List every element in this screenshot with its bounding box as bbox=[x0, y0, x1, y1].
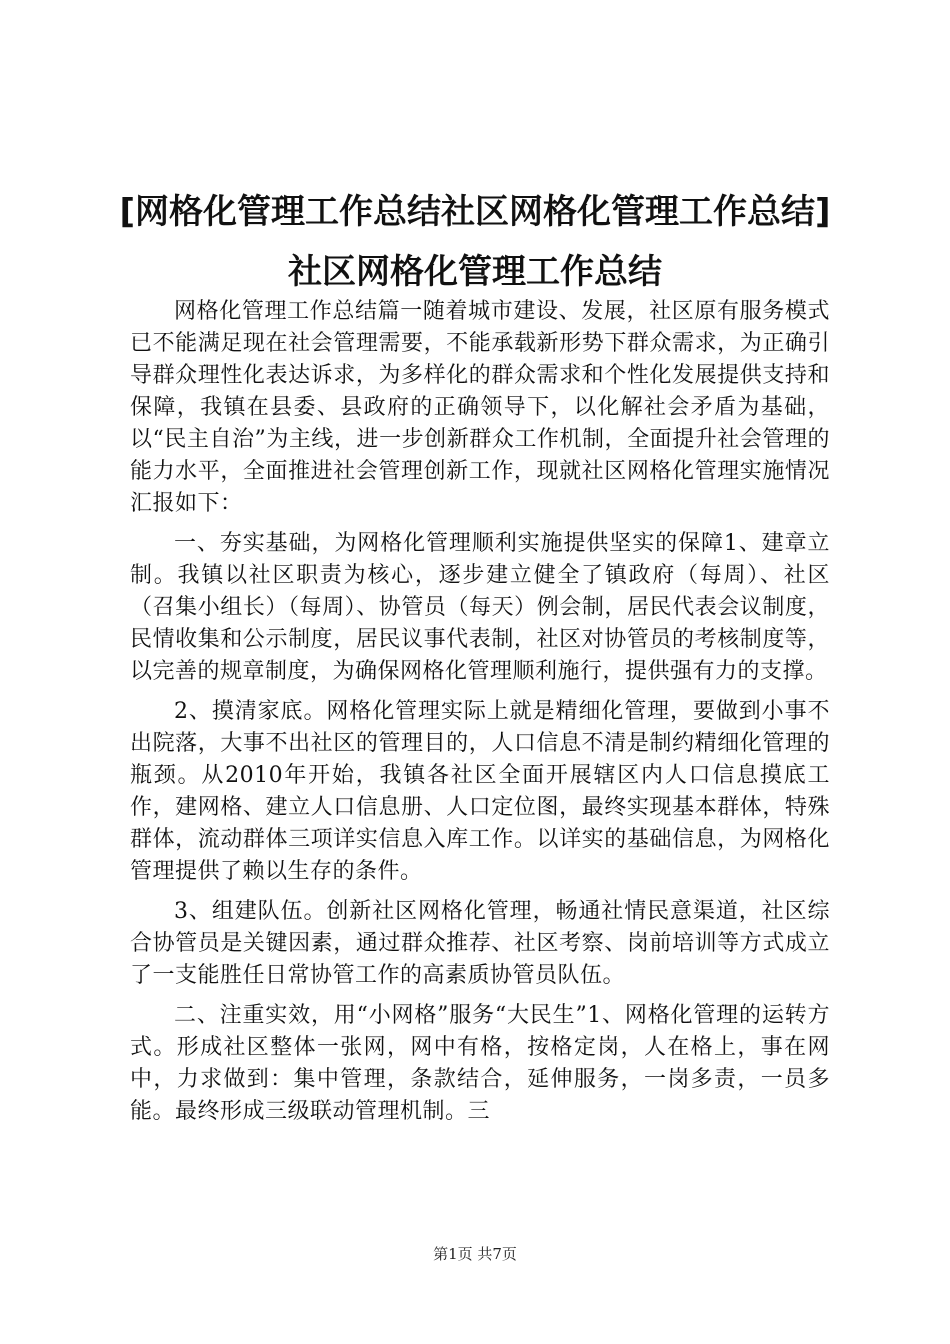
paragraph-section-two: 二、注重实效，用“小网格”服务“大民生”1、网格化管理的运转方式。形成社区整体一张网，网中有格，按格定岗，人在格上，事在网中，力求做到：集中管理，条款结合，延伸服务，一岗多责，一员多能。最终形成三级联动管理机制。三 bbox=[130, 1003, 830, 1124]
page-footer: 第1页 共7页 bbox=[433, 1245, 517, 1263]
paragraph-item-three: 3、组建队伍。创新社区网格化管理，畅通社情民意渠道，社区综合协管员是关键因素，通过群众推荐、社区考察、岗前培训等方式成立了一支能胜任日常协管工作的高素质协管员队伍。 bbox=[130, 899, 830, 988]
document-title: [网格化管理工作总结社区网格化管理工作总结]社区网格化管理工作总结 bbox=[119, 192, 831, 292]
document-body bbox=[130, 296, 830, 1128]
paragraph-item-two: 2、摸清家底。网格化管理实际上就是精细化管理，要做到小事不出院落，大事不出社区的管理目的，人口信息不清是制约精细化管理的瓶颈。从2010年开始，我镇各社区全面开展辖区内人口信息摸底工作，建网格、建立人口信息册、人口定位图，最终实现基本群体，特殊群体，流动群体三项详实信息入库工作。以详实的基础信息，为网格化管理提供了赖以生存的条件。 bbox=[130, 699, 830, 884]
paragraph-intro: 网格化管理工作总结篇一随着城市建设、发展，社区原有服务模式已不能满足现在社会管理需要，不能承载新形势下群众需求，为正确引导群众理性化表达诉求，为多样化的群众需求和个性化发展提供支持和保障，我镇在县委、县政府的正确领导下，以化解社会矛盾为基础，以“民主自治”为主线，进一步创新群众工作机制，全面提升社会管理的能力水平，全面推进社会管理创新工作，现就社区网格化管理实施情况汇报如下： bbox=[130, 299, 830, 516]
paragraph-section-one: 一、夯实基础，为网格化管理顺利实施提供坚实的保障1、建章立制。我镇以社区职责为核心，逐步建立健全了镇政府（每周）、社区（召集小组长）（每周）、协管员（每天）例会制，居民代表会议制度，民情收集和公示制度，居民议事代表制，社区对协管员的考核制度等，以完善的规章制度，为确保网格化管理顺利施行，提供强有力的支撑。 bbox=[130, 531, 830, 684]
